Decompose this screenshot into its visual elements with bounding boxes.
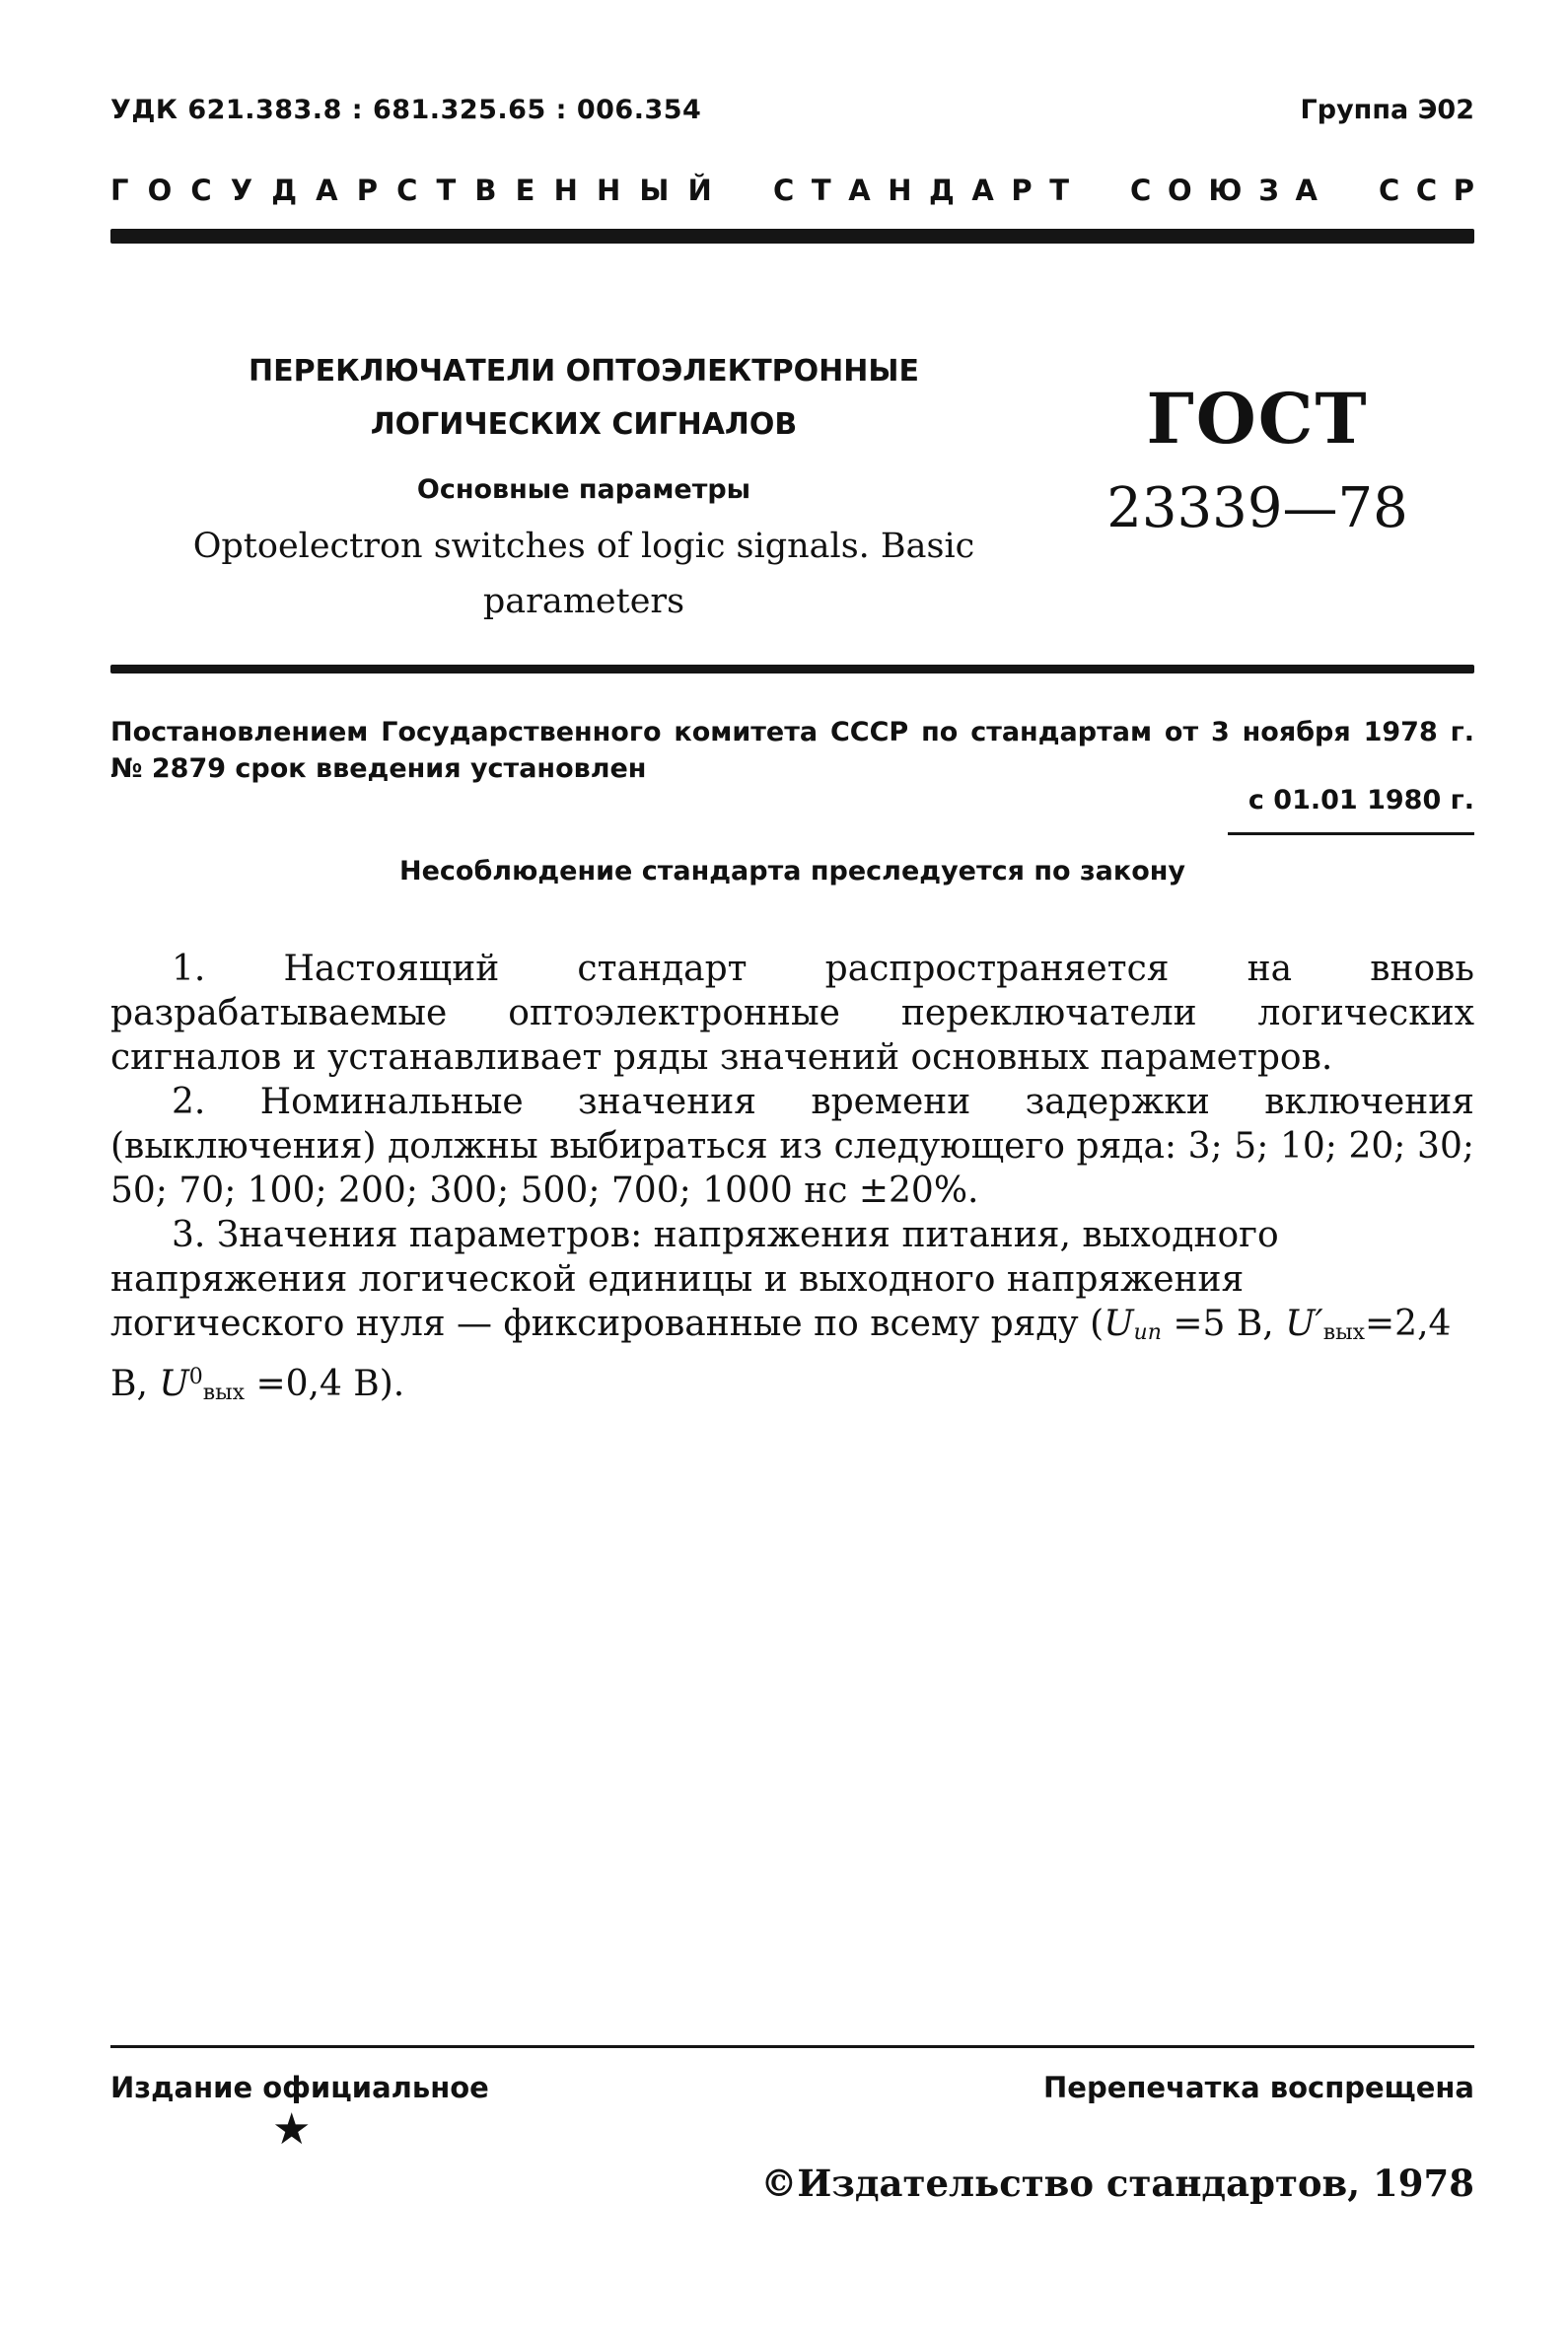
clause-3-u1: U′ (1285, 1304, 1323, 1344)
authority-letter: Т (436, 174, 457, 207)
clause-3-u1-sub: вых (1322, 1320, 1366, 1345)
group-code: Группа Э02 (1300, 95, 1474, 125)
clause-3 (110, 1213, 1474, 1415)
bottom-rule (110, 2045, 1474, 2048)
authority-letter: Й (687, 174, 712, 207)
decree-text: Постановлением Государственного комитета СССР по стандартам от 3 ноября 1978 г. № 2879 срок введения установлен (110, 717, 1474, 784)
authority-letter: С (773, 174, 795, 207)
authority-letter: С (1379, 174, 1400, 207)
authority-letter: Р (356, 174, 378, 207)
subtitle: Основные параметры (416, 474, 751, 505)
top-rule (110, 229, 1474, 244)
clause-3-u: U (1104, 1304, 1134, 1344)
authority-word-1 (110, 174, 712, 207)
reprint-prohibited-label: Перепечатка воспрещена (1043, 2071, 1474, 2104)
middle-rule (110, 665, 1474, 674)
authority-letter: А (971, 174, 994, 207)
udk-code: УДК 621.383.8 : 681.325.65 : 006.354 (110, 95, 702, 125)
authority-letter: Р (1453, 174, 1474, 207)
authority-letter: Д (929, 174, 955, 207)
authority-letter: Н (553, 174, 578, 207)
clause-3-u1-val: =2,4 В, (110, 1304, 1452, 1404)
title-line-2: ЛОГИЧЕСКИХ СИГНАЛОВ (370, 407, 798, 442)
clause-3-u-sub: ип (1133, 1320, 1162, 1345)
clause-3-u0: U (159, 1364, 189, 1404)
authority-letter: О (1168, 174, 1192, 207)
effective-date-underline (1228, 832, 1474, 835)
clause-3-text: 3. Значения параметров: напряжения питания, выходного напряжения логической единицы и выходного напряжения логического нуля — фиксированные по всему ряду ( (110, 1215, 1279, 1344)
authority-letter: С (1415, 174, 1438, 207)
legal-warning: Несоблюдение стандарта преследуется по закону (398, 856, 1186, 886)
authority-letter: А (316, 174, 338, 207)
authority-letter: С (1130, 174, 1152, 207)
star-icon: ★ (272, 2104, 312, 2155)
authority-letter: У (230, 174, 253, 207)
authority-letter: С (396, 174, 418, 207)
authority-letter: С (190, 174, 212, 207)
authority-letter: Т (811, 174, 831, 207)
clause-2: 2. Номинальные значения времени задержки включения (выключения) должны выбираться из следующего ряда: 3; 5; 10; 20; 30; 50; 70; 100; 200; 300; 500; 700; 1000 нс ±20%. (110, 1082, 1474, 1211)
title-line-1: ПЕРЕКЛЮЧАТЕЛИ ОПТОЭЛЕКТРОННЫЕ (249, 354, 919, 389)
authority-letter: Г (110, 174, 129, 207)
authority-letter: Р (1011, 174, 1033, 207)
gost-label: ГОСТ (1146, 378, 1369, 460)
clause-1: 1. Настоящий стандарт распространяется на вновь разрабатываемые оптоэлектронные переключатели логических сигналов и устанавливает ряды значений основных параметров. (110, 949, 1474, 1078)
authority-letter: Н (888, 174, 912, 207)
gost-designation (1095, 375, 1420, 548)
gost-number: 23339—78 (1106, 476, 1408, 540)
authority-letter: Н (596, 174, 621, 207)
clause-3-u0-sup: 0 (188, 1365, 203, 1389)
title-block (110, 345, 1057, 629)
authority-letter: Ю (1208, 174, 1243, 207)
authority-letter: З (1258, 174, 1279, 207)
clause-3-u0-val: =0,4 В). (245, 1364, 405, 1404)
authority-letter: Ы (639, 174, 670, 207)
authority-letter: В (474, 174, 497, 207)
authority-word-2 (773, 174, 1069, 207)
authority-letter: А (848, 174, 871, 207)
authority-letter: О (147, 174, 173, 207)
copyright: ©Издательство стандартов, 1978 (760, 2162, 1474, 2205)
authority-letter: А (1295, 174, 1318, 207)
authority-letter: Д (271, 174, 298, 207)
authority-word-3 (1130, 174, 1318, 207)
clause-3-u-val: =5 В, (1161, 1304, 1286, 1344)
english-title: Optoelectron switches of logic signals. Basic parameters (192, 527, 975, 621)
clause-3-u0-sub: вых (202, 1381, 245, 1405)
effective-date: с 01.01 1980 г. (1247, 785, 1474, 815)
authority-word-4 (1379, 174, 1474, 207)
authority-heading (110, 174, 1474, 207)
authority-letter: Е (515, 174, 535, 207)
authority-letter: Т (1049, 174, 1069, 207)
official-edition-label: Издание официальное (110, 2071, 489, 2104)
clauses (110, 947, 1474, 1415)
